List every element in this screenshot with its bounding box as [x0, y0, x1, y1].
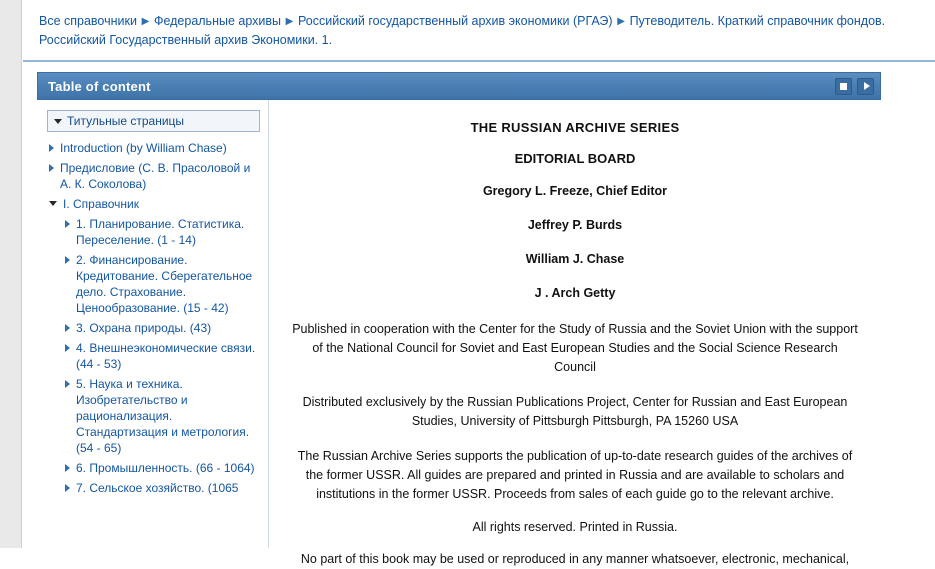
caret-right-icon — [65, 464, 70, 472]
toc-item-label: 1. Планирование. Статистика. Переселение. (1 - 14) — [76, 217, 245, 247]
toc-item-preface[interactable] — [47, 158, 260, 194]
toc-item-label: 2. Финансирование. Кредитование. Сберегательное дело. Страхование. Ценообразование. (15 - 42) — [76, 253, 253, 315]
toc-item-label: 5. Наука и техника. Изобретательство и рационализация. Стандартизация и метрология. (54 - 65) — [76, 377, 250, 455]
left-rail — [0, 0, 22, 548]
document-viewer — [269, 100, 881, 566]
caret-down-icon — [49, 201, 57, 206]
toc-item-handbook[interactable] — [47, 194, 260, 214]
editor-name: William J. Chase — [525, 252, 625, 266]
toc-section-title-pages[interactable] — [47, 110, 260, 132]
toc-item-label: 6. Промышленность. (66 - 1064) — [76, 461, 255, 475]
toc-item-label: 4. Внешнеэкономические связи. (44 - 53) — [76, 341, 256, 371]
editor-name: Jeffrey P. Burds — [527, 218, 623, 232]
toc-item-section-6[interactable] — [47, 458, 260, 478]
document-paragraph: Published in cooperation with the Center for the Study of Russia and the Soviet Union with the support of the National Council for Soviet and East European Studies and the Social Science Research Council — [292, 322, 858, 374]
toc-item-label: 3. Охрана природы. (43) — [76, 321, 212, 335]
toc-item-section-7[interactable] — [47, 478, 260, 498]
breadcrumb-item-2[interactable]: Российский государственный архив экономики (РГАЭ) — [297, 14, 613, 28]
document-rights-line: All rights reserved. Printed in Russia. — [472, 520, 678, 534]
caret-down-icon — [54, 119, 62, 124]
play-triangle-icon[interactable] — [857, 78, 874, 95]
breadcrumb-item-3[interactable]: Путеводитель. Краткий справочник фондов. Российский Государственный архив Экономики. 1. — [39, 14, 886, 47]
stop-square-icon[interactable] — [835, 78, 852, 95]
breadcrumb — [39, 12, 921, 50]
caret-right-icon — [65, 380, 70, 388]
toc-item-label: 7. Сельское хозяйство. (1065 — [76, 481, 239, 495]
document-subtitle: EDITORIAL BOARD — [514, 151, 636, 166]
toc-item-label: I. Справочник — [63, 197, 139, 211]
content-area — [37, 100, 881, 566]
toc-item-section-1[interactable] — [47, 214, 260, 250]
document-title: THE RUSSIAN ARCHIVE SERIES — [470, 120, 680, 135]
caret-right-icon — [49, 164, 54, 172]
table-of-content-header — [37, 72, 881, 100]
document-paragraph: The Russian Archive Series supports the publication of up-to-date research guides of the archives of the former USSR. All guides are prepared and printed in Russia and are available to scholars and institutions in the former USSR. Proceeds from sales of each guide go to the relevant archive. — [297, 449, 853, 501]
caret-right-icon — [65, 344, 70, 352]
document-paragraph: Distributed exclusively by the Russian Publications Project, Center for Russian and East European Studies, University of Pittsburgh Pittsburgh, PA 15260 USA — [302, 395, 848, 428]
toc-item-section-5[interactable] — [47, 374, 260, 458]
toc-item-introduction[interactable] — [47, 138, 260, 158]
toc-item-section-2[interactable] — [47, 250, 260, 318]
caret-right-icon — [65, 220, 70, 228]
caret-right-icon — [49, 144, 54, 152]
editor-name: J . Arch Getty — [534, 286, 616, 300]
toc-item-section-3[interactable] — [47, 318, 260, 338]
toc-item-label: Предисловие (С. В. Прасоловой и А. К. Соколова) — [60, 161, 251, 191]
breadcrumb-item-0[interactable]: Все справочники — [39, 14, 137, 28]
toc-item-label: Introduction (by William Chase) — [60, 141, 227, 155]
document-paragraph: No part of this book may be used or reproduced in any manner whatsoever, electronic, mechanical, — [300, 552, 850, 566]
toc-section-title-label: Титульные страницы — [67, 114, 185, 128]
caret-right-icon — [65, 324, 70, 332]
editor-name: Gregory L. Freeze, Chief Editor — [482, 184, 668, 198]
caret-right-icon — [65, 484, 70, 492]
table-of-content-title: Table of content — [48, 78, 151, 94]
toc-item-section-4[interactable] — [47, 338, 260, 374]
breadcrumb-bar — [23, 0, 935, 62]
caret-right-icon — [65, 256, 70, 264]
breadcrumb-item-1[interactable]: Федеральные архивы — [153, 14, 282, 28]
chevron-right-icon — [616, 12, 626, 31]
chevron-right-icon — [140, 12, 150, 31]
table-of-contents — [37, 100, 269, 548]
chevron-right-icon — [285, 12, 295, 31]
